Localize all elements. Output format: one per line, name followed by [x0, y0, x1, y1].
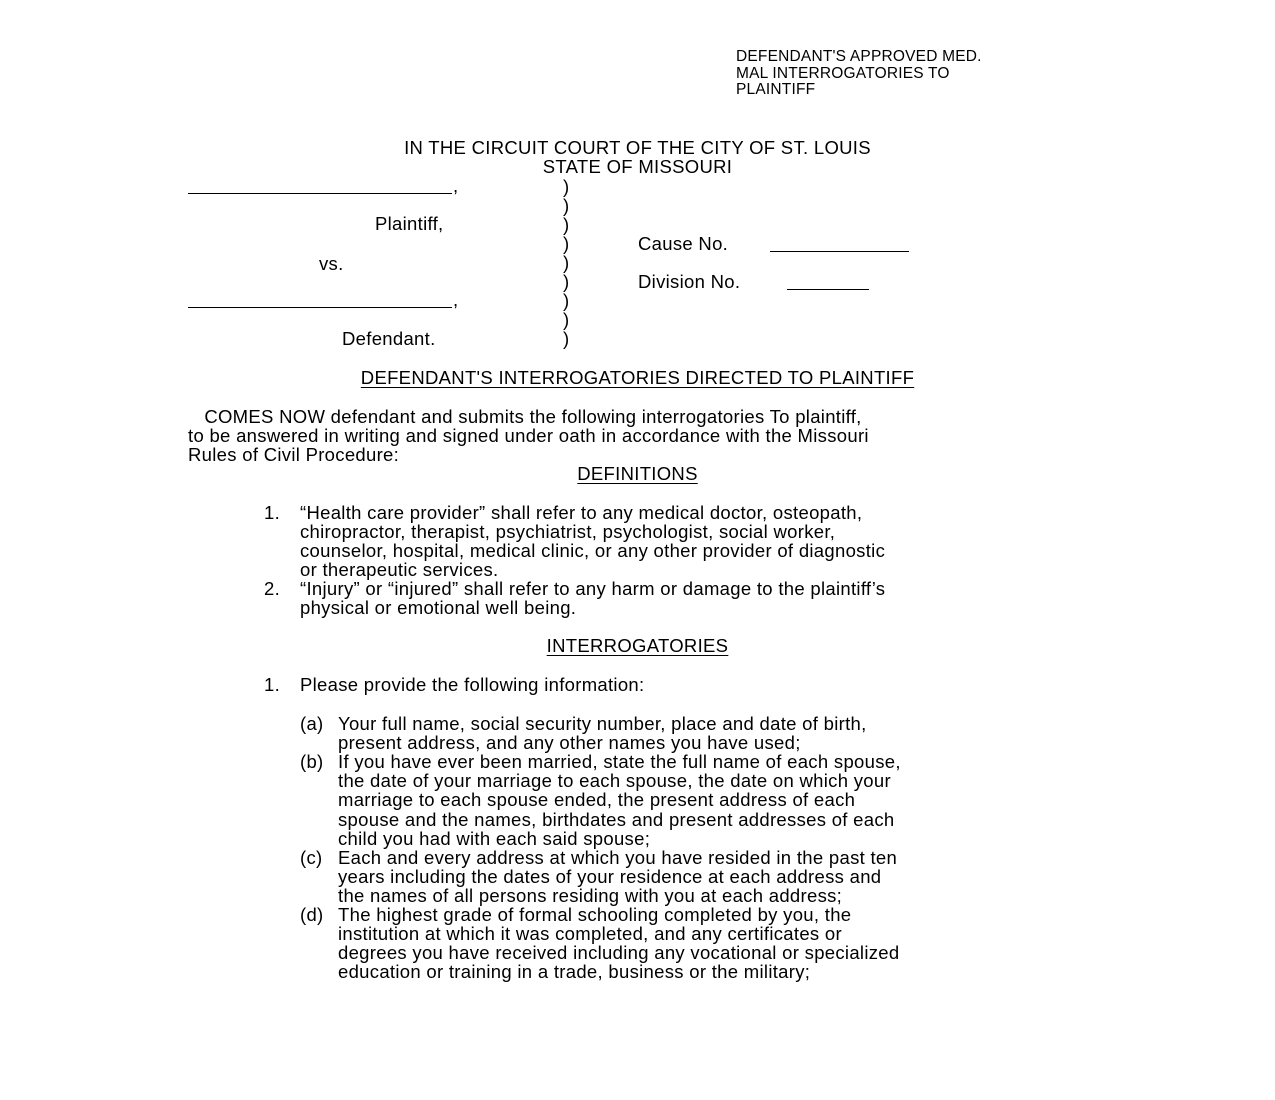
defendant-name-blank: [188, 307, 452, 308]
definition-text-line: “Health care provider” shall refer to any medical doctor, osteopath,: [300, 502, 863, 523]
definition-text-line: counselor, hospital, medical clinic, or any other provider of diagnostic: [300, 540, 886, 561]
definition-number: 2.: [264, 578, 281, 599]
subitem-label: (d): [300, 904, 324, 925]
caption-paren: ): [563, 252, 570, 273]
subitem-text-line: Your full name, social security number, place and date of birth,: [338, 713, 867, 734]
subitem-text-line: present address, and any other names you have used;: [338, 732, 801, 753]
header-note-line: PLAINTIFF: [736, 81, 816, 98]
caption-paren: ): [563, 214, 570, 235]
document-title: DEFENDANT'S INTERROGATORIES DIRECTED TO PLAINTIFF: [360, 367, 915, 388]
definition-text-line: or therapeutic services.: [300, 559, 499, 580]
caption-paren: ): [563, 290, 570, 311]
cause-number-blank[interactable]: [770, 251, 909, 252]
definition-text-line: chiropractor, therapist, psychiatrist, psychologist, social worker,: [300, 521, 836, 542]
definitions-heading-row: [0, 464, 1275, 483]
intro-line: Rules of Civil Procedure:: [188, 444, 400, 465]
subitem-text-line: The highest grade of formal schooling completed by you, the: [338, 904, 852, 925]
caption-paren: ): [563, 271, 570, 292]
subitem-text-line: If you have ever been married, state the full name of each spouse,: [338, 751, 901, 772]
interrogatories-heading-row: [0, 636, 1275, 655]
subitem-text-line: Each and every address at which you have resided in the past ten: [338, 847, 898, 868]
caption-paren: ): [563, 176, 570, 197]
subitem-text-line: spouse and the names, birthdates and present addresses of each: [338, 809, 895, 830]
definition-number: 1.: [264, 502, 281, 523]
division-number-blank[interactable]: [787, 289, 869, 290]
header-note-line: MAL INTERROGATORIES TO: [736, 64, 950, 82]
subitem-text-line: marriage to each spouse ended, the present address of each: [338, 789, 856, 810]
plaintiff-comma: ,: [453, 175, 459, 196]
plaintiff-name-blank: [188, 193, 452, 194]
defendant-label: Defendant.: [342, 328, 436, 349]
definitions-heading: DEFINITIONS: [577, 463, 698, 484]
division-number-label: Division No.: [638, 271, 741, 292]
definition-text-line: “Injury” or “injured” shall refer to any harm or damage to the plaintiff’s: [300, 578, 886, 599]
caption-paren: ): [563, 328, 570, 349]
versus-label: vs.: [319, 253, 344, 274]
court-name: IN THE CIRCUIT COURT OF THE CITY OF ST. LOUIS: [404, 137, 871, 158]
subitem-label: (b): [300, 751, 324, 772]
caption-paren: ): [563, 233, 570, 254]
form-header-note: [736, 49, 982, 99]
caption-paren: ): [563, 195, 570, 216]
subitem-label: (a): [300, 713, 324, 734]
interrogatory-text: Please provide the following information:: [300, 674, 645, 695]
intro-line: COMES NOW defendant and submits the following interrogatories To plaintiff,: [188, 406, 862, 427]
subitem-text-line: years including the dates of your residence at each address and: [338, 866, 882, 887]
header-note-line: DEFENDANT'S APPROVED MED.: [736, 48, 982, 65]
plaintiff-label: Plaintiff,: [375, 213, 444, 234]
intro-line: to be answered in writing and signed under oath in accordance with the Missouri: [188, 425, 869, 446]
subitem-text-line: child you had with each said spouse;: [338, 828, 651, 849]
cause-number-label: Cause No.: [638, 233, 729, 254]
subitem-text-line: degrees you have received including any vocational or specialized: [338, 942, 900, 963]
subitem-text-line: the date of your marriage to each spouse, the date on which your: [338, 770, 891, 791]
definition-text-line: physical or emotional well being.: [300, 597, 577, 618]
interrogatory-number: 1.: [264, 674, 281, 695]
subitem-text-line: the names of all persons residing with you at each address;: [338, 885, 843, 906]
interrogatories-heading: INTERROGATORIES: [546, 635, 729, 656]
document-title-row: [0, 368, 1275, 387]
subitem-label: (c): [300, 847, 323, 868]
caption-paren: ): [563, 309, 570, 330]
defendant-comma: ,: [453, 289, 459, 310]
subitem-text-line: education or training in a trade, business or the military;: [338, 961, 811, 982]
court-state: STATE OF MISSOURI: [542, 156, 733, 177]
subitem-text-line: institution at which it was completed, and any certificates or: [338, 923, 842, 944]
